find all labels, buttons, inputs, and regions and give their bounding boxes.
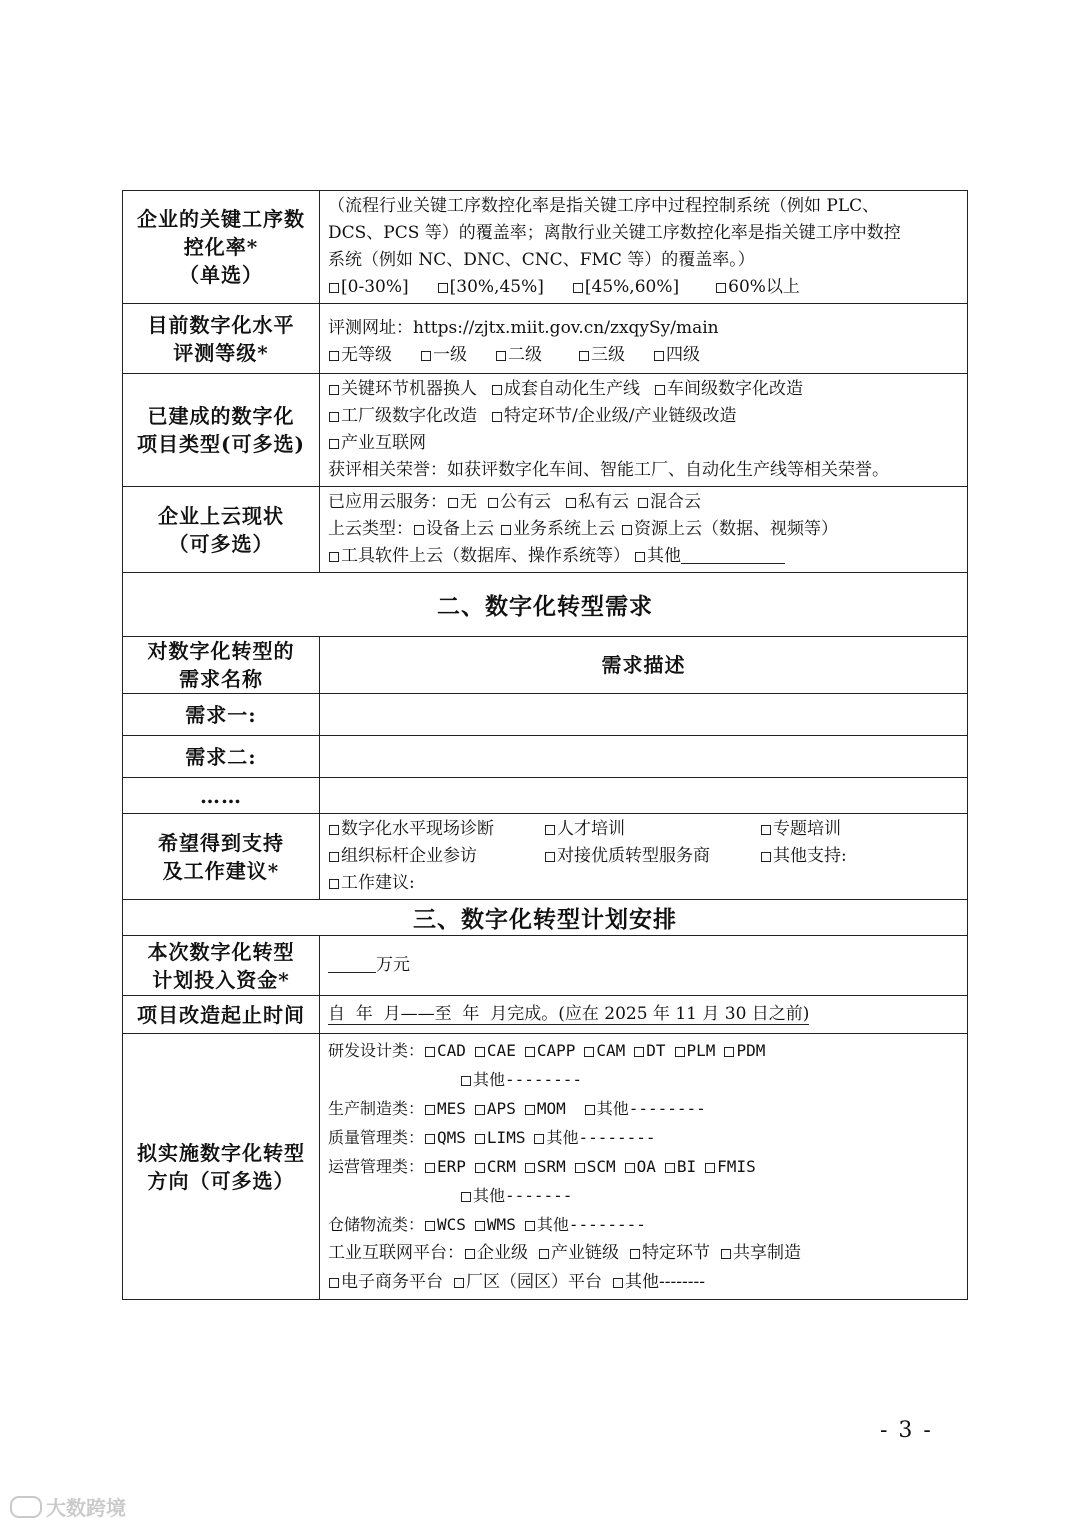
checkbox-icon	[545, 852, 555, 862]
option-plm[interactable]: PLM	[674, 1036, 716, 1065]
investment-amount-blank[interactable]	[328, 972, 376, 973]
option-factory[interactable]: 工厂级数字化改造	[328, 403, 477, 430]
option-other-support[interactable]: 其他支持:	[760, 843, 847, 870]
option-diagnosis[interactable]: 数字化水平现场诊断	[328, 816, 544, 843]
directions-wh: 仓储物流类： WCS WMS 其他--------	[328, 1210, 961, 1239]
directions-qm: 质量管理类： QMS LIMS 其他--------	[328, 1123, 961, 1152]
input-need-2[interactable]	[320, 736, 968, 778]
checkbox-icon	[421, 351, 431, 361]
option-benchmark-visit[interactable]: 组织标杆企业参访	[328, 843, 544, 870]
row-key-process	[123, 191, 968, 304]
option-service-provider[interactable]: 对接优质转型服务商	[544, 843, 760, 870]
option-scm[interactable]: SCM	[574, 1152, 616, 1181]
option-mom[interactable]: MOM	[524, 1094, 566, 1123]
checkbox-icon	[492, 412, 502, 422]
option-rd-other[interactable]: 其他--------	[460, 1065, 582, 1094]
section2-title: 二、数字化转型需求	[123, 573, 968, 637]
checkbox-icon	[622, 525, 632, 535]
cloud-other-blank[interactable]	[681, 563, 785, 564]
option-cloud-other[interactable]: 其他	[634, 543, 681, 570]
checkbox-icon	[761, 825, 771, 835]
checkbox-icon	[329, 283, 339, 293]
option-iip-other[interactable]: 其他--------	[612, 1268, 705, 1297]
checkbox-icon	[575, 1163, 585, 1173]
content-key-process: （流程行业关键工序数控化率是指关键工序中过程控制系统（例如 PLC、 DCS、PCS 等）的覆盖率；离散行业关键工序数控化率是指关键工序中数控 系统（例如 NC、DNC、CNC、FMC 等）的覆盖率。） [0-30%] [30%,45%] [45%,60%] 60%以上	[320, 191, 968, 304]
checkbox-icon	[566, 498, 576, 508]
section3-title: 三、数字化转型计划安排	[123, 900, 968, 936]
checkbox-icon	[705, 1163, 715, 1173]
application-form-table	[122, 190, 968, 1300]
option-pdm[interactable]: PDM	[723, 1036, 765, 1065]
checkbox-icon	[716, 283, 726, 293]
option-shared-mfg[interactable]: 共享制造	[720, 1239, 801, 1268]
directions-mfg: 生产制造类： MES APS MOM 其他--------	[328, 1094, 961, 1123]
option-work-suggestion[interactable]: 工作建议:	[328, 870, 415, 897]
option-ops-other[interactable]: 其他-------	[460, 1181, 572, 1210]
option-cam[interactable]: CAM	[583, 1036, 625, 1065]
eval-url[interactable]: 评测网址：https://zjtx.miit.gov.cn/zxqySy/main	[328, 317, 719, 338]
content-built-projects: 关键环节机器换人 成套自动化生产线 车间级数字化改造 工厂级数字化改造 特定环节/企业级/产业链级改造 产业互联网 获评相关荣誉：如获评数字化车间、智能工厂、自动化生产线等相关荣誉。	[320, 374, 968, 487]
checkbox-icon	[475, 1134, 485, 1144]
label-support: 希望得到支持 及工作建议*	[123, 814, 320, 900]
checkbox-icon	[425, 1105, 435, 1115]
row-built-projects	[123, 374, 968, 487]
checkbox-icon	[584, 1047, 594, 1057]
option-level-4[interactable]: 四级	[653, 342, 700, 369]
checkbox-icon	[501, 525, 511, 535]
option-topic-training[interactable]: 专题培训	[760, 816, 841, 843]
content-cloud: 已应用云服务： 无 公有云 私有云 混合云 上云类型： 设备上云 业务系统上云 资源上云（数据、视频等） 工具软件上云（数据库、操作系统等） 其他	[320, 487, 968, 573]
option-60-above[interactable]: 60%以上	[715, 274, 800, 301]
row-need-more	[123, 778, 968, 814]
option-private-cloud[interactable]: 私有云	[565, 489, 629, 516]
row-need-2	[123, 736, 968, 778]
checkbox-icon	[475, 1047, 485, 1057]
checkbox-icon	[724, 1047, 734, 1057]
option-auto-line[interactable]: 成套自动化生产线	[491, 376, 640, 403]
label-investment: 本次数字化转型 计划投入资金*	[123, 936, 320, 996]
label-need-2: 需求二:	[123, 736, 320, 778]
label-needs-desc: 需求描述	[320, 637, 968, 694]
content-eval-level	[320, 304, 968, 374]
option-0-30[interactable]: [0-30%]	[328, 274, 409, 301]
checkbox-icon	[534, 1134, 544, 1144]
checkbox-icon	[655, 385, 665, 395]
checkbox-icon	[665, 1163, 675, 1173]
option-dt[interactable]: DT	[633, 1036, 665, 1065]
option-hybrid-cloud[interactable]: 混合云	[637, 489, 701, 516]
option-resource-cloud[interactable]: 资源上云（数据、视频等）	[621, 516, 838, 543]
option-specific-link[interactable]: 特定环节	[629, 1239, 710, 1268]
label-directions: 拟实施数字化转型 方向（可多选）	[123, 1034, 320, 1300]
checkbox-icon	[721, 1249, 731, 1259]
checkbox-icon	[329, 351, 339, 361]
watermark-logo-icon	[10, 1496, 42, 1518]
option-robot[interactable]: 关键环节机器换人	[328, 376, 477, 403]
option-talent-training[interactable]: 人才培训	[544, 816, 760, 843]
checkbox-icon	[329, 412, 339, 422]
option-qms[interactable]: QMS	[424, 1123, 466, 1152]
checkbox-icon	[613, 1278, 623, 1288]
label-needs-name: 对数字化转型的 需求名称	[123, 637, 320, 694]
checkbox-icon	[465, 1249, 475, 1259]
option-public-cloud[interactable]: 公有云	[487, 489, 551, 516]
checkbox-icon	[539, 1249, 549, 1259]
row-section2	[123, 573, 968, 637]
label-built-projects: 已建成的数字化 项目类型(可多选)	[123, 374, 320, 487]
row-section3	[123, 900, 968, 936]
checkbox-icon	[525, 1163, 535, 1173]
option-specific[interactable]: 特定环节/企业级/产业链级改造	[491, 403, 736, 430]
content-directions	[320, 1034, 968, 1300]
option-erp[interactable]: ERP	[424, 1152, 466, 1181]
checkbox-icon	[425, 1163, 435, 1173]
checkbox-icon	[475, 1163, 485, 1173]
option-ecommerce[interactable]: 电子商务平台	[328, 1268, 443, 1297]
checkbox-icon	[425, 1134, 435, 1144]
row-eval-level	[123, 304, 968, 374]
checkbox-icon	[761, 852, 771, 862]
option-fmis[interactable]: FMIS	[704, 1152, 756, 1181]
row-directions	[123, 1034, 968, 1300]
checkbox-icon	[448, 498, 458, 508]
input-need-more[interactable]	[320, 778, 968, 814]
option-workshop[interactable]: 车间级数字化改造	[654, 376, 803, 403]
content-period[interactable]: 自 年 月——至 年 月完成。(应在 2025 年 11 月 30 日之前)	[320, 996, 968, 1034]
checkbox-icon	[545, 825, 555, 835]
option-enterprise[interactable]: 企业级	[464, 1239, 528, 1268]
checkbox-icon	[329, 1278, 339, 1288]
checkbox-icon	[654, 351, 664, 361]
checkbox-icon	[638, 498, 648, 508]
option-cad[interactable]: CAD	[424, 1036, 466, 1065]
option-chain[interactable]: 产业链级	[538, 1239, 619, 1268]
checkbox-icon	[329, 439, 339, 449]
label-period: 项目改造起止时间	[123, 996, 320, 1034]
checkbox-icon	[425, 1047, 435, 1057]
checkbox-icon	[625, 1163, 635, 1173]
checkbox-icon	[438, 283, 448, 293]
key-process-options	[328, 274, 961, 301]
checkbox-icon	[475, 1221, 485, 1231]
option-device-cloud[interactable]: 设备上云	[413, 516, 494, 543]
option-park-platform[interactable]: 厂区（园区）平台	[453, 1268, 602, 1297]
checkbox-icon	[329, 879, 339, 889]
row-needs-header	[123, 637, 968, 694]
input-need-1[interactable]	[320, 694, 968, 736]
option-level-1[interactable]: 一级	[420, 342, 467, 369]
checkbox-icon	[634, 1047, 644, 1057]
option-wcs[interactable]: WCS	[424, 1210, 466, 1239]
option-aps[interactable]: APS	[474, 1094, 516, 1123]
option-level-3[interactable]: 三级	[578, 342, 625, 369]
checkbox-icon	[329, 825, 339, 835]
checkbox-icon	[635, 552, 645, 562]
watermark: 大数跨境	[10, 1492, 126, 1521]
label-need-more: ……	[123, 778, 320, 814]
label-key-process: 企业的关键工序数 控化率* （单选）	[123, 191, 320, 304]
checkbox-icon	[525, 1221, 535, 1231]
checkbox-icon	[525, 1047, 535, 1057]
checkbox-icon	[329, 852, 339, 862]
option-srm[interactable]: SRM	[524, 1152, 566, 1181]
checkbox-icon	[573, 283, 583, 293]
checkbox-icon	[329, 552, 339, 562]
option-system-cloud[interactable]: 业务系统上云	[500, 516, 615, 543]
option-cae[interactable]: CAE	[474, 1036, 516, 1065]
option-wh-other[interactable]: 其他--------	[524, 1210, 646, 1239]
checkbox-icon	[475, 1105, 485, 1115]
row-period	[123, 996, 968, 1034]
checkbox-icon	[496, 351, 506, 361]
option-industrial-internet[interactable]: 产业互联网	[328, 430, 426, 457]
checkbox-icon	[414, 525, 424, 535]
checkbox-icon	[329, 385, 339, 395]
checkbox-icon	[630, 1249, 640, 1259]
option-crm[interactable]: CRM	[474, 1152, 516, 1181]
row-need-1	[123, 694, 968, 736]
content-support	[320, 814, 968, 900]
row-support	[123, 814, 968, 900]
directions-rd: 研发设计类： CAD CAE CAPP CAM DT PLM PDM	[328, 1036, 961, 1065]
option-tool-cloud[interactable]: 工具软件上云（数据库、操作系统等）	[328, 543, 630, 570]
option-level-2[interactable]: 二级	[495, 342, 542, 369]
label-cloud: 企业上云现状 （可多选）	[123, 487, 320, 573]
option-qm-other[interactable]: 其他--------	[533, 1123, 655, 1152]
checkbox-icon	[461, 1076, 471, 1086]
label-eval-level: 目前数字化水平 评测等级*	[123, 304, 320, 374]
checkbox-icon	[454, 1278, 464, 1288]
checkbox-icon	[675, 1047, 685, 1057]
page-number: - 3 -	[880, 1418, 933, 1443]
row-investment	[123, 936, 968, 996]
option-bi[interactable]: BI	[664, 1152, 696, 1181]
checkbox-icon	[425, 1221, 435, 1231]
label-need-1: 需求一:	[123, 694, 320, 736]
option-mfg-other[interactable]: 其他--------	[584, 1094, 706, 1123]
option-no-level[interactable]: 无等级	[328, 342, 392, 369]
option-mes[interactable]: MES	[424, 1094, 466, 1123]
option-cloud-none[interactable]: 无	[447, 489, 477, 516]
checkbox-icon	[461, 1192, 471, 1202]
checkbox-icon	[488, 498, 498, 508]
option-oa[interactable]: OA	[624, 1152, 656, 1181]
checkbox-icon	[579, 351, 589, 361]
option-lims[interactable]: LIMS	[474, 1123, 526, 1152]
row-cloud	[123, 487, 968, 573]
option-30-45[interactable]: [30%,45%]	[437, 274, 544, 301]
option-45-60[interactable]: [45%,60%]	[572, 274, 679, 301]
content-investment: 万元	[320, 936, 968, 996]
directions-ops: 运营管理类： ERP CRM SRM SCM OA BI FMIS	[328, 1152, 961, 1181]
eval-level-options	[328, 342, 961, 369]
option-wms[interactable]: WMS	[474, 1210, 516, 1239]
checkbox-icon	[492, 385, 502, 395]
option-capp[interactable]: CAPP	[524, 1036, 576, 1065]
checkbox-icon	[585, 1105, 595, 1115]
checkbox-icon	[525, 1105, 535, 1115]
directions-iip: 工业互联网平台： 企业级 产业链级 特定环节 共享制造	[328, 1239, 961, 1268]
